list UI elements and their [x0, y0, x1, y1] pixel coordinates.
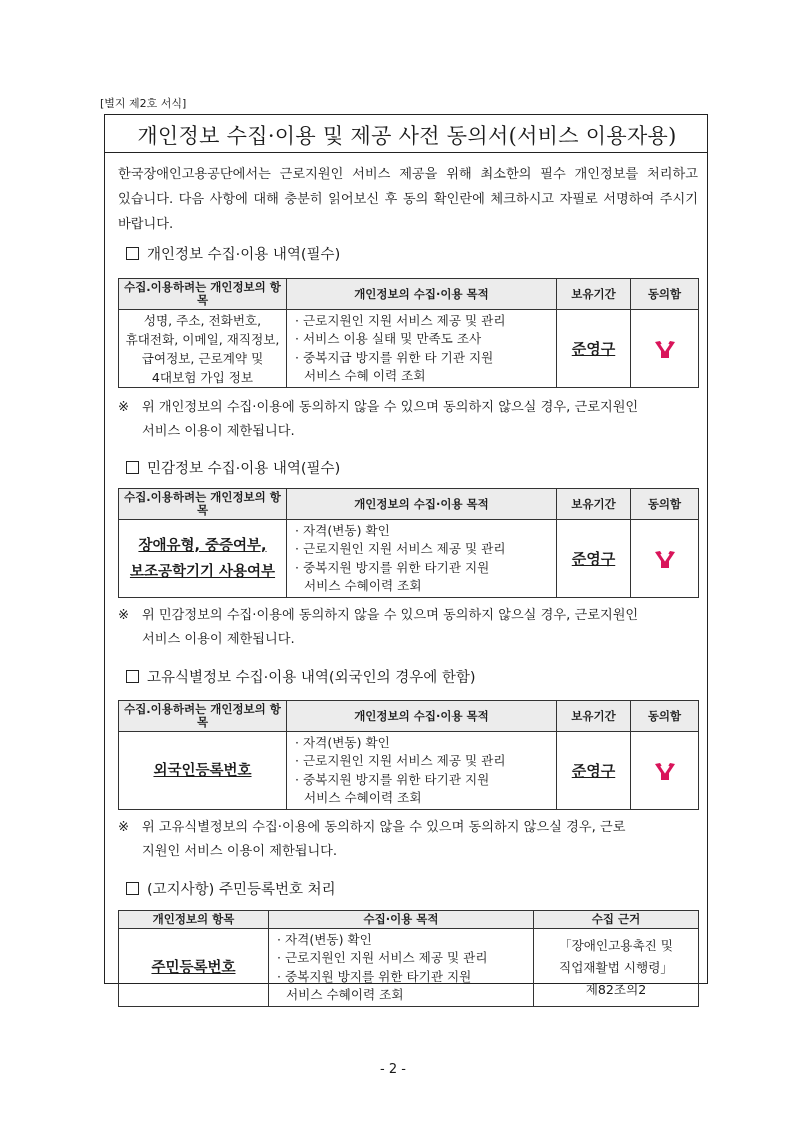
basis-line: 제82조의2: [585, 981, 647, 997]
checkmark-icon: [652, 337, 678, 361]
purpose-line: · 서비스 이용 실태 및 만족도 조사: [295, 331, 482, 346]
agree-checkbox[interactable]: [631, 310, 699, 388]
item-line: 보조공학기기 사용여부: [129, 563, 276, 580]
note-mark: ※: [118, 400, 130, 415]
section-checkbox-icon: [126, 461, 139, 474]
item-line: 휴대전화, 이메일, 재직정보,: [125, 331, 280, 347]
purpose-line: 서비스 수혜 이력 조회: [304, 368, 426, 383]
page-number: - 2 -: [380, 1062, 406, 1077]
note-mark: ※: [118, 820, 130, 835]
note-line: 서비스 이용이 제한됩니다.: [142, 424, 295, 439]
section-resident-number-heading: [126, 878, 336, 899]
agree-checkbox[interactable]: [631, 520, 699, 598]
header-purpose: 수집·이용 목적: [269, 911, 534, 929]
purpose-line: · 중복지원 방지를 위한 타기관 지원: [295, 559, 490, 575]
section-heading-text: 민감정보 수집·이용 내역(필수): [147, 461, 341, 477]
note-line: 위 고유식별정보의 수집·이용에 동의하지 않을 수 있으며 동의하지 않으실 경우, 근로: [142, 820, 626, 835]
basis-line: 「장애인고용촉진 및: [559, 937, 673, 953]
legal-basis-cell: [534, 929, 699, 1007]
items-cell: [119, 929, 269, 1007]
purpose-cell: [269, 929, 534, 1007]
header-period: 보유기간: [557, 489, 631, 520]
purpose-line: · 자격(변동) 확인: [277, 931, 372, 947]
header-items: 수집.이용하려는 개인정보의 항목: [119, 489, 287, 520]
purpose-line: · 근로지원인 지원 서비스 제공 및 관리: [277, 950, 488, 965]
item-line: 성명, 주소, 전화번호,: [143, 312, 262, 328]
header-purpose: 개인정보의 수집·이용 목적: [287, 279, 557, 310]
purpose-line: · 중복지원 방지를 위한 타기관 지원: [277, 968, 472, 984]
item-line: 주민등록번호: [151, 959, 236, 976]
purpose-line: 서비스 수혜이력 조회: [304, 578, 422, 593]
header-purpose: 개인정보의 수집·이용 목적: [287, 701, 557, 732]
personal-info-note: [118, 396, 702, 444]
retention-period: 준영구: [557, 520, 631, 598]
header-items: 수집.이용하려는 개인정보의 항목: [119, 701, 287, 732]
form-label: [별지 제2호 서식]: [100, 97, 187, 110]
section-heading-text: 고유식별정보 수집·이용 내역(외국인의 경우에 한함): [147, 670, 476, 686]
note-line: 위 민감정보의 수집·이용에 동의하지 않을 수 있으며 동의하지 않으실 경우, 근로지원인: [142, 608, 639, 623]
header-items: 개인정보의 항목: [119, 911, 269, 929]
section-checkbox-icon: [126, 670, 139, 683]
item-line: 외국인등록번호: [153, 762, 252, 779]
header-purpose: 개인정보의 수집·이용 목적: [287, 489, 557, 520]
section-checkbox-icon: [126, 247, 139, 260]
purpose-line: 서비스 수혜이력 조회: [286, 987, 404, 1002]
section-unique-id-heading: [126, 666, 476, 687]
header-agree: 동의함: [631, 489, 699, 520]
retention-period: 준영구: [557, 732, 631, 810]
note-line: 위 개인정보의 수집·이용에 동의하지 않을 수 있으며 동의하지 않으실 경우, 근로지원인: [142, 400, 639, 415]
item-line: 장애유형, 중증여부,: [138, 537, 267, 554]
section-checkbox-icon: [126, 882, 139, 895]
section-sensitive-info-heading: [126, 457, 340, 478]
retention-period: 준영구: [557, 310, 631, 388]
items-cell: [119, 310, 287, 388]
sensitive-info-note: [118, 604, 702, 652]
basis-line: 직업재활법 시행령」: [559, 959, 673, 975]
section-heading-text: (고지사항) 주민등록번호 처리: [147, 882, 336, 898]
sensitive-info-table: [118, 488, 699, 598]
purpose-line: · 중복지원 방지를 위한 타기관 지원: [295, 771, 490, 787]
item-line: 급여정보, 근로계약 및: [141, 350, 264, 366]
purpose-line: · 근로지원인 지원 서비스 제공 및 관리: [295, 312, 506, 328]
purpose-cell: [287, 732, 557, 810]
checkmark-icon: [652, 759, 678, 783]
document-title: 개인정보 수집·이용 및 제공 사전 동의서(서비스 이용자용): [137, 124, 677, 148]
header-period: 보유기간: [557, 701, 631, 732]
items-cell: [119, 732, 287, 810]
item-line: 4대보험 가입 정보: [151, 369, 254, 385]
purpose-line: · 근로지원인 지원 서비스 제공 및 관리: [295, 753, 506, 768]
resident-number-table: [118, 910, 699, 1007]
personal-info-table: [118, 278, 699, 388]
checkmark-icon: [652, 547, 678, 571]
purpose-line: · 자격(변동) 확인: [295, 734, 390, 750]
purpose-cell: [287, 310, 557, 388]
intro-paragraph: 한국장애인고용공단에서는 근로지원인 서비스 제공을 위해 최소한의 필수 개인정보를 처리하고 있습니다. 다음 사항에 대해 충분히 읽어보신 후 동의 확인란에 체크하시고 자필로 서명하여 주시기 바랍니다.: [118, 167, 698, 232]
note-line: 지원인 서비스 이용이 제한됩니다.: [142, 844, 338, 859]
header-items: 수집.이용하려는 개인정보의 항목: [119, 279, 287, 310]
header-agree: 동의함: [631, 701, 699, 732]
section-heading-text: 개인정보 수집·이용 내역(필수): [147, 247, 341, 263]
purpose-cell: [287, 520, 557, 598]
header-agree: 동의함: [631, 279, 699, 310]
header-period: 보유기간: [557, 279, 631, 310]
note-mark: ※: [118, 608, 130, 623]
items-cell: [119, 520, 287, 598]
header-basis: 수집 근거: [534, 911, 699, 929]
purpose-line: · 근로지원인 지원 서비스 제공 및 관리: [295, 541, 506, 556]
unique-id-note: [118, 816, 702, 864]
purpose-line: 서비스 수혜이력 조회: [304, 790, 422, 805]
note-line: 서비스 이용이 제한됩니다.: [142, 632, 295, 647]
purpose-line: · 중복지급 방지를 위한 타 기관 지원: [295, 349, 494, 365]
section-personal-info-heading: [126, 243, 340, 264]
title-divider: [104, 152, 708, 153]
unique-id-table: [118, 700, 699, 810]
purpose-line: · 자격(변동) 확인: [295, 522, 390, 538]
agree-checkbox[interactable]: [631, 732, 699, 810]
